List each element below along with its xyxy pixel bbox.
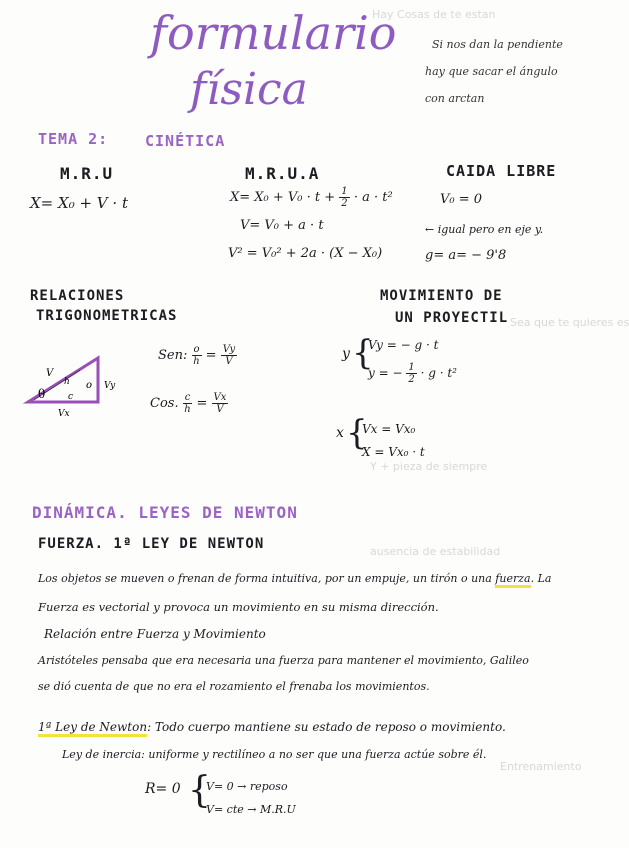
- ghost-right-1: Sea que te quieres es: [510, 316, 629, 329]
- fraction-denominator: h: [193, 356, 200, 367]
- fraction-denominator: V: [216, 404, 224, 415]
- tri-label-vx: Vx: [58, 409, 70, 419]
- first-law-text: : Todo cuerpo mantiene su estado de reposo o movimiento.: [147, 720, 506, 734]
- fraction-denominator: V: [225, 356, 233, 367]
- cos-equals: =: [196, 396, 208, 411]
- ghost-right-2: Y + pieza de siempre: [370, 460, 488, 473]
- newton-inertia-law: Ley de inercia: uniforme y rectilíneo a no ser que una fuerza actúe sobre él.: [62, 748, 487, 761]
- trig-heading-2: TRIGONOMETRICAS: [36, 308, 178, 324]
- caida-formula-3: g= a= − 9'8: [425, 248, 507, 263]
- side-note-line3: con arctan: [425, 92, 485, 105]
- sen-equals: =: [205, 348, 217, 363]
- dinamica-paragraph-1: [38, 572, 551, 585]
- sen-fraction-1: [192, 344, 202, 367]
- mru-heading: M.R.U: [60, 164, 114, 183]
- tri-label-o: o: [86, 380, 93, 391]
- fraction-denominator: 2: [408, 374, 415, 385]
- caida-formula-1: V₀ = 0: [440, 192, 483, 207]
- highlight-first-law: 1ª Ley de Newton: [38, 720, 147, 737]
- paragraph-1-end: . La: [530, 572, 552, 585]
- side-note-line1: Si nos dan la pendiente: [432, 38, 563, 51]
- fraction-numerator: Vx: [213, 392, 227, 403]
- fraction-numerator: c: [184, 392, 191, 403]
- cos-label: Cos.: [150, 396, 179, 411]
- proyectil-x-formula: X = Vx₀ · t: [362, 445, 425, 459]
- proyectil-heading-1: MOVIMIENTO DE: [380, 288, 503, 304]
- proyectil-y-right: · g · t²: [420, 366, 457, 380]
- proyectil-x-brace: {: [346, 413, 368, 453]
- r-brace: {: [188, 770, 211, 811]
- fraction-numerator: Vy: [222, 344, 236, 355]
- proyectil-y-label: y: [342, 346, 350, 362]
- r-case-1: V= 0 → reposo: [206, 780, 288, 793]
- mrua-formula-2: V= V₀ + a · t: [240, 218, 324, 233]
- mrua-formula-1: [230, 186, 393, 209]
- dinamica-title: DINÁMICA. LEYES DE NEWTON: [32, 503, 298, 522]
- mrua-formula-3: V² = V₀² + 2a · (X − X₀): [228, 246, 383, 261]
- triangle-diagram: [20, 350, 130, 420]
- sen-label: Sen:: [158, 348, 188, 363]
- tema-title: CINÉTICA: [145, 132, 226, 150]
- proyectil-y-brace: {: [352, 333, 374, 373]
- ghost-top-text: Hay Cosas de te estan: [372, 8, 496, 21]
- sen-relation: [158, 344, 237, 367]
- fraction-denominator: 2: [341, 198, 348, 209]
- fraction-numerator: 1: [408, 362, 415, 373]
- page-title-line2: física: [190, 64, 308, 115]
- dinamica-paragraph-3: Relación entre Fuerza y Movimiento: [44, 627, 266, 641]
- mrua-formula-1-left: X= X₀ + V₀ · t +: [230, 190, 336, 205]
- mrua-formula-1-right: · a · t²: [353, 190, 393, 205]
- mrua-formula-1-fraction: [339, 186, 349, 209]
- caida-heading: CAIDA LIBRE: [446, 162, 557, 180]
- fraction-denominator: h: [184, 404, 191, 415]
- highlight-fuerza: fuerza: [495, 572, 530, 588]
- cos-relation: [150, 392, 228, 415]
- r-case-2: V= cte → M.R.U: [206, 803, 296, 816]
- fraction-numerator: 1: [341, 186, 348, 197]
- side-note-line2: hay que sacar el ángulo: [425, 65, 558, 78]
- dinamica-subtitle: FUERZA. 1ª LEY DE NEWTON: [38, 536, 265, 552]
- dinamica-paragraph-5: se dió cuenta de que no era el rozamiento el frenaba los movimientos.: [38, 680, 430, 693]
- cos-fraction-2: [212, 392, 229, 415]
- page-title-line1: formulario: [150, 6, 397, 60]
- newton-first-law: [38, 720, 506, 734]
- proyectil-x-label: x: [336, 425, 344, 441]
- dinamica-paragraph-2: Fuerza es vectorial y provoca un movimiento en su misma dirección.: [38, 600, 439, 614]
- proyectil-y-fraction: [406, 362, 416, 385]
- sen-fraction-2: [221, 344, 237, 367]
- proyectil-heading-2: UN PROYECTIL: [395, 310, 509, 326]
- mru-formula: X= X₀ + V · t: [30, 194, 128, 212]
- tri-label-theta: θ: [38, 387, 46, 401]
- paragraph-1-text: Los objetos se mueven o frenan de forma intuitiva, por un empuje, un tirón o una: [38, 572, 492, 585]
- ghost-right-4: Entrenamiento: [500, 760, 582, 773]
- tema-label: TEMA 2:: [38, 130, 109, 148]
- trig-heading-1: RELACIONES: [30, 288, 125, 304]
- caida-formula-2: ← igual pero en eje y.: [425, 223, 544, 236]
- tri-label-v: V: [46, 368, 54, 379]
- dinamica-paragraph-4: Aristóteles pensaba que era necesaria una fuerza para mantener el movimiento, Galileo: [38, 654, 529, 667]
- proyectil-y-left: y = −: [368, 366, 403, 380]
- proyectil-y-formula: [368, 362, 457, 385]
- tri-label-vy: Vy: [104, 381, 116, 391]
- r-label: R= 0: [145, 781, 181, 797]
- mrua-heading: M.R.U.A: [245, 164, 320, 183]
- proyectil-vy: Vy = − g · t: [368, 338, 439, 352]
- proyectil-vx: Vx = Vx₀: [362, 422, 416, 436]
- tri-label-c: c: [68, 392, 74, 402]
- cos-fraction-1: [183, 392, 193, 415]
- fraction-numerator: o: [193, 344, 200, 355]
- tri-label-h: h: [64, 377, 70, 387]
- ghost-right-3: ausencia de estabilidad: [370, 545, 501, 558]
